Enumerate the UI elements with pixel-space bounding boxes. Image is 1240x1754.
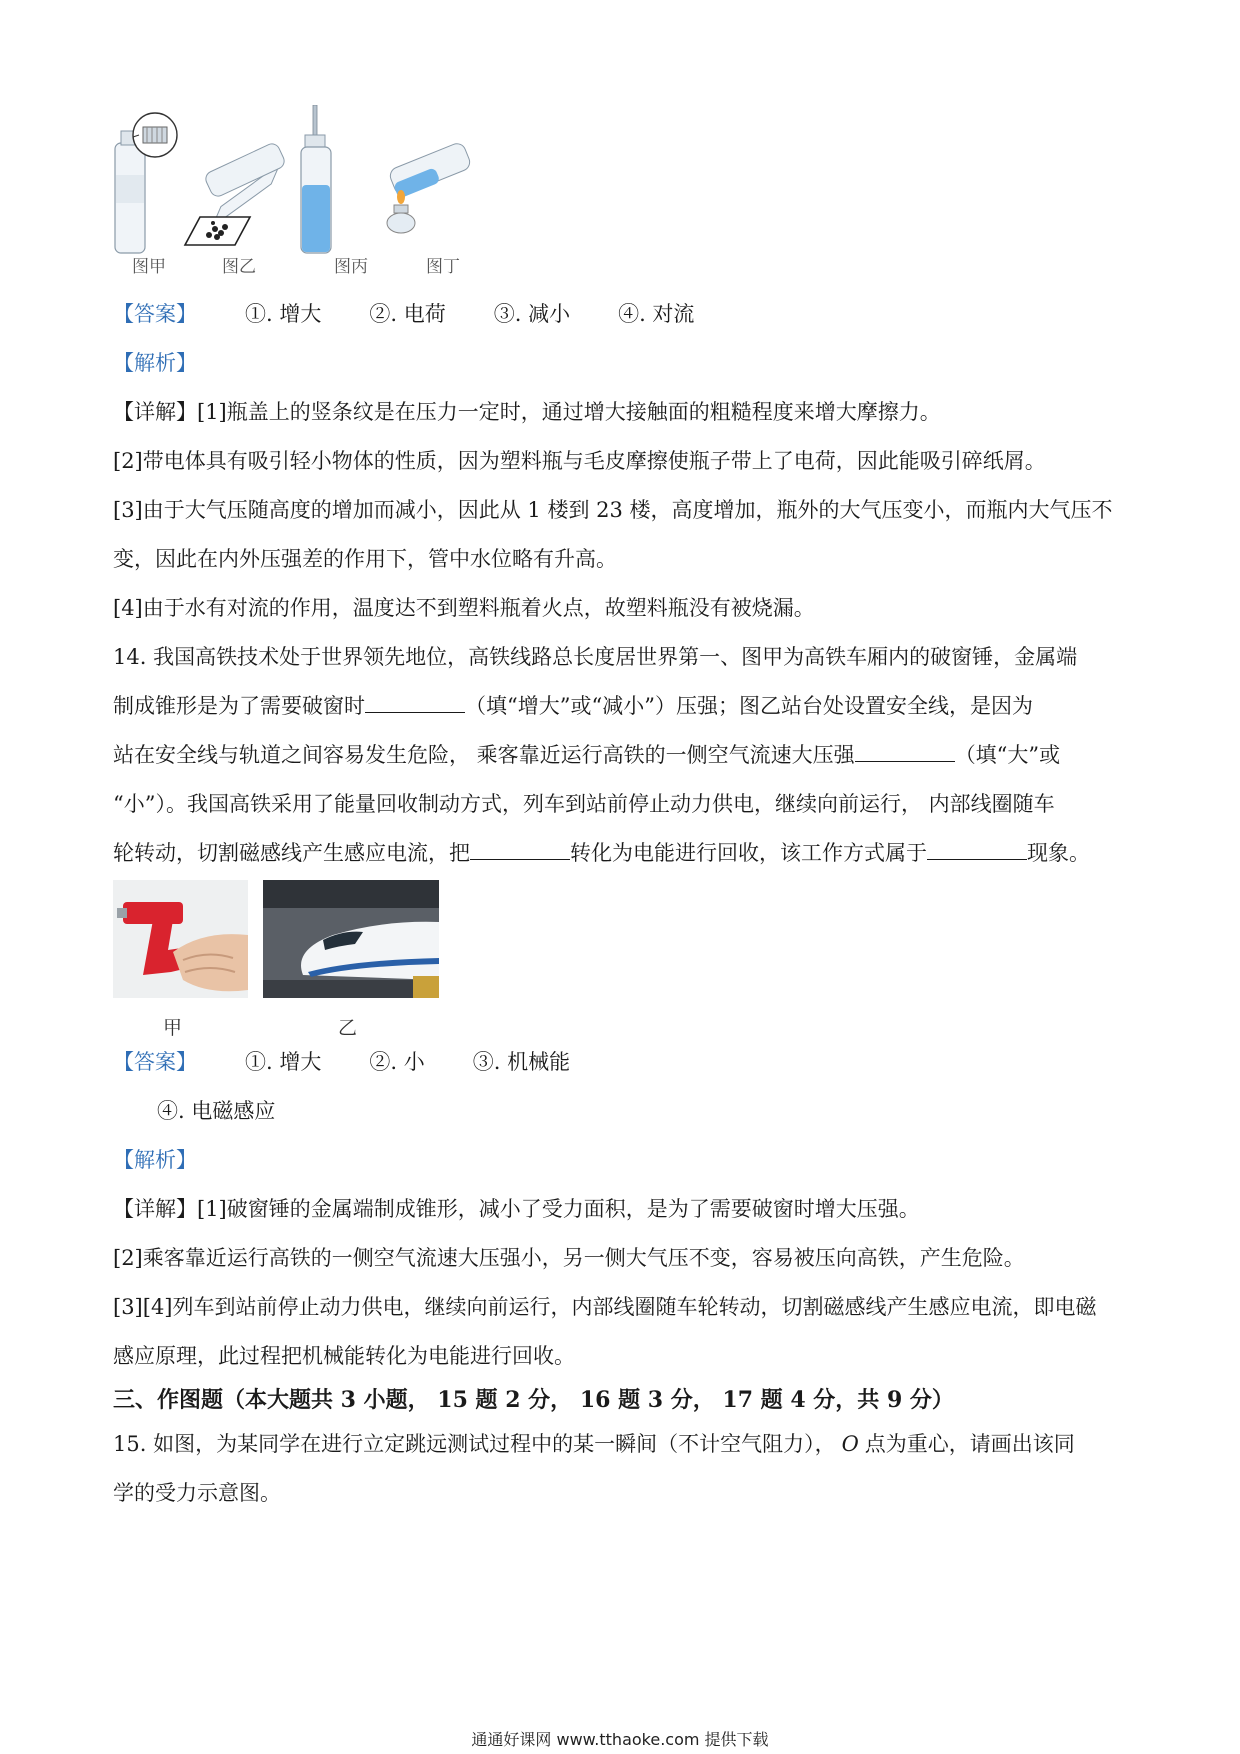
q14-detail-1: 【详解】[1]破窗锤的金属端制成锥形，减小了受力面积，是为了需要破窗时增大压强。 [113,1197,920,1221]
q14-answer-4: ④. 电磁感应 [157,1099,276,1123]
q14-text: 现象。 [1027,841,1090,865]
page-footer: 通通好课网 www.tthaoke.com 提供下载 [471,1730,769,1749]
figure-caption-yi: 图乙 [222,257,256,277]
q14-text: 制成锥形是为了需要破窗时 [113,694,365,718]
center-of-gravity-label: O [841,1432,859,1456]
analysis-tag: 【解析】 [113,351,197,375]
answer-blank [927,839,1027,860]
q13-detail-2: [2]带电体具有吸引轻小物体的性质，因为塑料瓶与毛皮摩擦使瓶子带上了电荷，因此能吸引碎纸屑。 [113,449,1046,473]
analysis-tag: 【解析】 [113,1148,197,1172]
answer-tag: 【答案】 [113,1050,197,1074]
q14-text: （填“大”或 [954,743,1061,767]
photo-caption-jia: 甲 [163,1017,183,1039]
q14-detail-2: [2]乘客靠近运行高铁的一侧空气流速大压强小，另一侧大气压不变，容易被压向高铁，产生危险。 [113,1246,1025,1270]
bottle-with-tube-figure [301,105,331,253]
bottle-over-flame-figure [387,141,472,233]
q13-detail-1: 【详解】[1]瓶盖上的竖条纹是在压力一定时，通过增大接触面的粗糙程度来增大摩擦力。 [113,400,941,424]
answer-item: ④. 对流 [618,302,695,326]
answer-item: ①. 增大 [245,302,322,326]
q13-detail-4: [4]由于水有对流的作用，温度达不到塑料瓶着火点，故塑料瓶没有被烧漏。 [113,596,815,620]
q13-answer-line [113,300,694,328]
answer-item: ②. 小 [369,1050,425,1074]
high-speed-train-photo [263,880,439,998]
q14-line-1: 14. 我国高铁技术处于世界领先地位，高铁线路总长度居世界第一、图甲为高铁车厢内的破窗锤，金属端 [113,645,1078,669]
answer-item: ①. 增大 [245,1050,322,1074]
answer-blank [470,839,570,860]
photo-caption-yi: 乙 [338,1017,358,1039]
answer-blank [365,692,465,713]
answer-item: ③. 机械能 [472,1050,571,1074]
q14-line-3 [113,741,1060,769]
q14-text: 轮转动，切割磁感线产生感应电流，把 [113,841,470,865]
answer-item: ②. 电荷 [369,302,446,326]
q14-line-5 [113,839,1090,867]
q13-figures [105,105,535,255]
q14-answer-line [113,1048,570,1076]
answer-item: ③. 减小 [493,302,571,326]
q14-line-4: “小”）。我国高铁采用了能量回收制动方式，列车到站前停止动力供电，继续向前运行， 内部线圈随车 [113,792,1055,816]
q15-line-1 [113,1430,1075,1458]
q15-text: 15. 如图，为某同学在进行立定跳远测试过程中的某一瞬间（不计空气阻力）， [113,1432,836,1456]
q14-detail-3a: [3][4]列车到站前停止动力供电，继续向前运行，内部线圈随车轮转动，切割磁感线产生感应电流，即电磁 [113,1295,1097,1319]
answer-blank [855,741,955,762]
safety-hammer-photo [113,880,248,998]
bottle-with-cap-texture-figure [115,113,177,253]
q15-line-2: 学的受力示意图。 [113,1481,281,1505]
q13-detail-3a: [3]由于大气压随高度的增加而减小，因此从 1 楼到 23 楼，高度增加，瓶外的大气压变小，而瓶内大气压不 [113,498,1113,522]
q13-detail-3b: 变，因此在内外压强差的作用下，管中水位略有升高。 [113,547,617,571]
bottle-over-paper-bits-figure [185,141,292,245]
answer-tag: 【答案】 [113,302,197,326]
figure-caption-bing: 图丙 [334,257,368,277]
q14-line-2 [113,692,1033,720]
q15-text: 点为重心，请画出该同 [864,1432,1075,1456]
q14-text: （填“增大”或“减小”）压强；图乙站台处设置安全线，是因为 [465,694,1033,718]
q14-text: 站在安全线与轨道之间容易发生危险， 乘客靠近运行高铁的一侧空气流速大压强 [113,743,855,767]
figure-caption-ding: 图丁 [426,257,460,277]
section-heading: 三、作图题（本大题共 3 小题， 15 题 2 分， 16 题 3 分， 17 题 4 分，共 9 分） [113,1387,954,1413]
figure-caption-jia: 图甲 [132,257,166,277]
q14-detail-3b: 感应原理，此过程把机械能转化为电能进行回收。 [113,1344,575,1368]
q14-text: 转化为电能进行回收，该工作方式属于 [570,841,927,865]
